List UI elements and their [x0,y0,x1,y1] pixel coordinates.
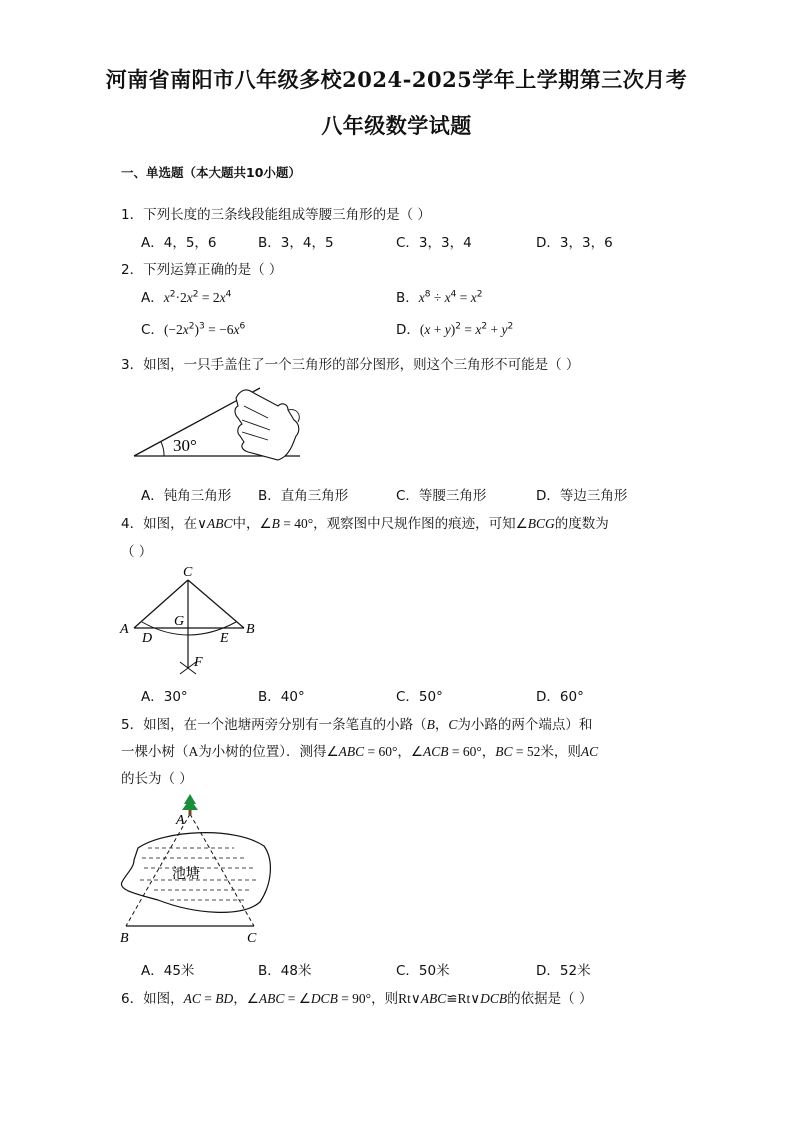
q3-angle-label: 30° [173,436,197,455]
svg-text:A: A [176,813,185,828]
svg-text:F: F [194,655,203,670]
q2-option-c: C．$(-2x^2)^3 = -6x^6$ [141,321,246,338]
q4-option-a: A．30° [141,689,188,705]
svg-text:B: B [246,622,255,637]
q2-option-a: A．$x^2\cdot 2x^2 = 2x^4$ [141,289,232,306]
q5-option-a: A．45米 [141,963,195,979]
q5-pond-figure [114,790,274,950]
question-4-stem: 4．如图，在∨ABC中，∠B = 40°，观察图中尺规作图的痕迹，可知∠BCG的度数为 [121,516,609,532]
q2-option-b: B．$x^8 \div x^4 = x^2$ [396,289,483,306]
question-5-stem-line1: 5．如图，在一个池塘两旁分别有一条笔直的小路（B，C为小路的两个端点）和 [121,717,593,733]
svg-text:D: D [142,631,153,646]
svg-text:A: A [120,622,129,637]
question-5-stem-line3: 的长为（ ） [121,771,193,787]
q3-option-a: A．钝角三角形 [141,488,232,504]
q3-option-b: B．直角三角形 [258,488,349,504]
title-line-1: 河南省南阳市八年级多校2024-2025学年上学期第三次月考 [105,67,688,92]
tree-icon [182,794,198,815]
svg-text:G: G [174,614,185,629]
q4-option-d: D．60° [536,689,584,705]
title-line-2: 八年级数学试题 [321,113,472,138]
q1-option-b: B．3，4，5 [258,235,334,251]
question-3-stem: 3．如图，一只手盖住了一个三角形的部分图形，则这个三角形不可能是（ ） [121,357,580,373]
q4-construction-figure [116,562,266,680]
svg-text:C: C [183,565,193,580]
svg-text:B: B [120,931,129,946]
q3-hand-triangle-figure [128,380,308,470]
question-5-stem-line2: 一棵小树（A为小树的位置）．测得∠ABC = 60°，∠ACB = 60°，BC = 52米，则AC [121,744,599,760]
q1-option-d: D．3，3，6 [536,235,613,251]
svg-text:E: E [220,631,229,646]
q3-option-d: D．等边三角形 [536,488,628,504]
question-4-stem-line2: （ ） [121,544,153,560]
hand-icon [235,390,299,460]
question-1-stem: 1．下列长度的三条线段能组成等腰三角形的是（ ） [121,207,431,223]
question-2-stem: 2．下列运算正确的是（ ） [121,262,283,278]
q2-option-d: D．$(x + y)^2 = x^2 + y^2$ [396,321,514,338]
q5-option-d: D．52米 [536,963,591,979]
q1-option-a: A．4，5，6 [141,235,217,251]
svg-text:C: C [247,931,257,946]
section-heading: 一、单选题（本大题共10小题） [121,165,301,180]
q4-option-c: C．50° [396,689,443,705]
q3-option-c: C．等腰三角形 [396,488,487,504]
q1-option-c: C．3，3，4 [396,235,472,251]
q5-option-c: C．50米 [396,963,450,979]
pond-label: 池塘 [172,867,200,882]
q4-option-b: B．40° [258,689,305,705]
q5-option-b: B．48米 [258,963,312,979]
question-6-stem: 6．如图，AC = BD，∠ABC = ∠DCB = 90°，则Rt∨ABC≌Rt∨DCB的依据是（ ） [121,991,593,1007]
